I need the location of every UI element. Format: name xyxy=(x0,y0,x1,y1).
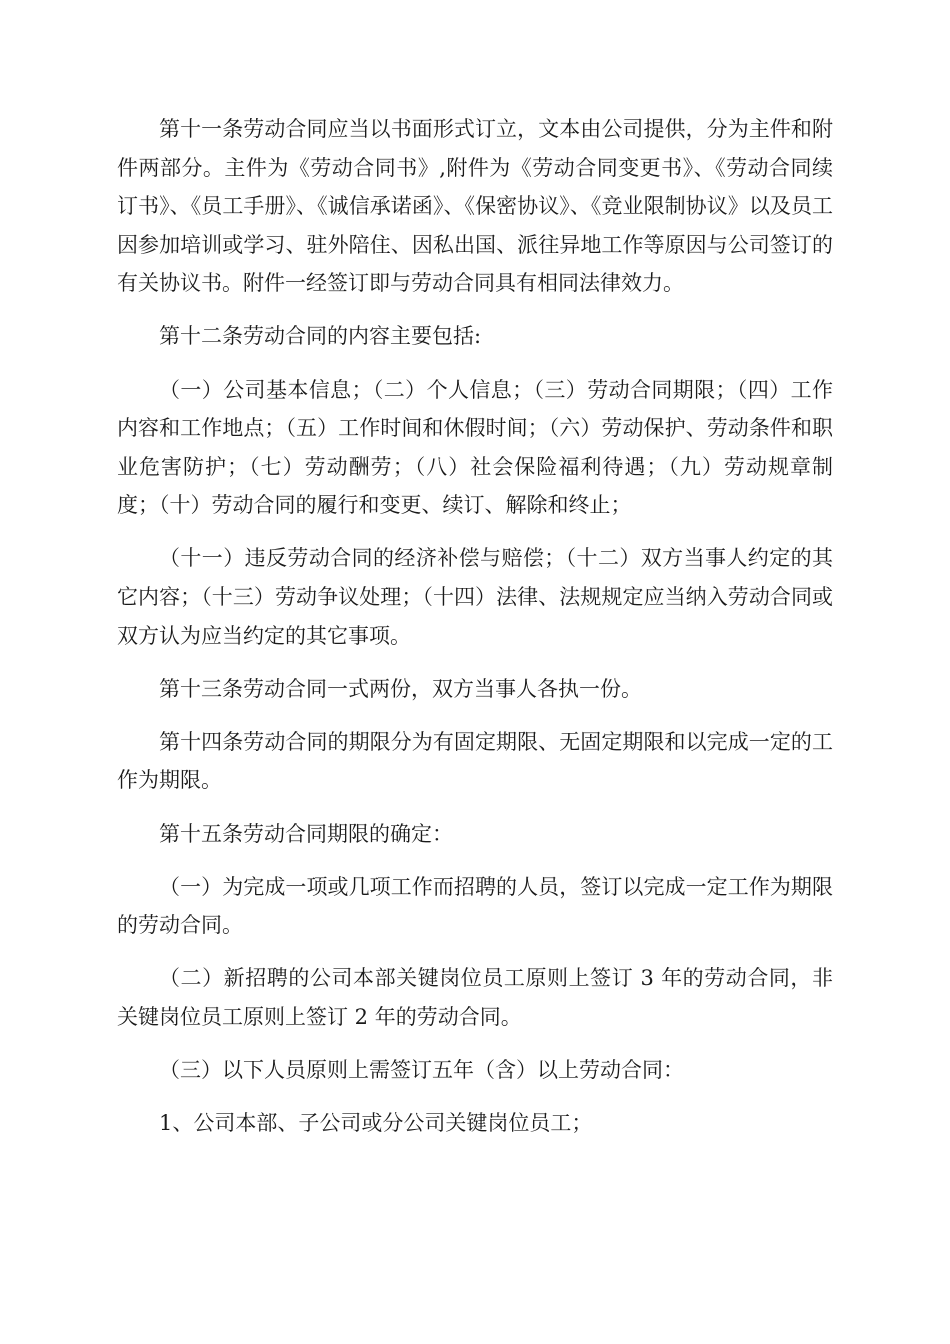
article-15-item-2: （二）新招聘的公司本部关键岗位员工原则上签订 3 年的劳动合同，非关键岗位员工原则上签订 2 年的劳动合同。 xyxy=(117,966,833,1029)
article-12-items-1-10: （一）公司基本信息；（二）个人信息；（三）劳动合同期限；（四）工作内容和工作地点；（五）工作时间和休假时间；（六）劳动保护、劳动条件和职业危害防护；（七）劳动酬劳；（八）社会保险福利待遇；（九）劳动规章制度；（十）劳动合同的履行和变更、续订、解除和终止； xyxy=(117,377,833,518)
article-14-paragraph: 第十四条劳动合同的期限分为有固定期限、无固定期限和以完成一定的工作为期限。 xyxy=(117,729,833,793)
article-11-paragraph: 第十一条劳动合同应当以书面形式订立，文本由公司提供，分为主件和附件两部分。主件为《劳动合同书》,附件为《劳动合同变更书》、《劳动合同续订书》、《员工手册》、《诚信承诺函》、《保密协议》、《竞业限制协议》以及员工因参加培训或学习、驻外陪住、因私出国、派往异地工作等原因与公司签订的有关协议书。附件一经签订即与劳动合同具有相同法律效力。 xyxy=(117,117,833,296)
article-15-item-3-sub-1: 1、公司本部、子公司或分公司关键岗位员工； xyxy=(159,1111,593,1136)
document-page xyxy=(117,110,833,1157)
article-15-heading: 第十五条劳动合同期限的确定： xyxy=(159,821,453,846)
article-12-heading: 第十二条劳动合同的内容主要包括: xyxy=(159,324,482,349)
article-15-item-3: （三）以下人员原则上需签订五年（含）以上劳动合同： xyxy=(159,1057,684,1082)
article-15-item-1: （一）为完成一项或几项工作而招聘的人员，签订以完成一定工作为期限的劳动合同。 xyxy=(117,874,833,938)
article-13-paragraph: 第十三条劳动合同一式两份，双方当事人各执一份。 xyxy=(159,676,642,701)
article-12-items-11-14: （十一）违反劳动合同的经济补偿与赔偿；（十二）双方当事人约定的其它内容；（十三）劳动争议处理；（十四）法律、法规规定应当纳入劳动合同或双方认为应当约定的其它事项。 xyxy=(117,546,833,648)
